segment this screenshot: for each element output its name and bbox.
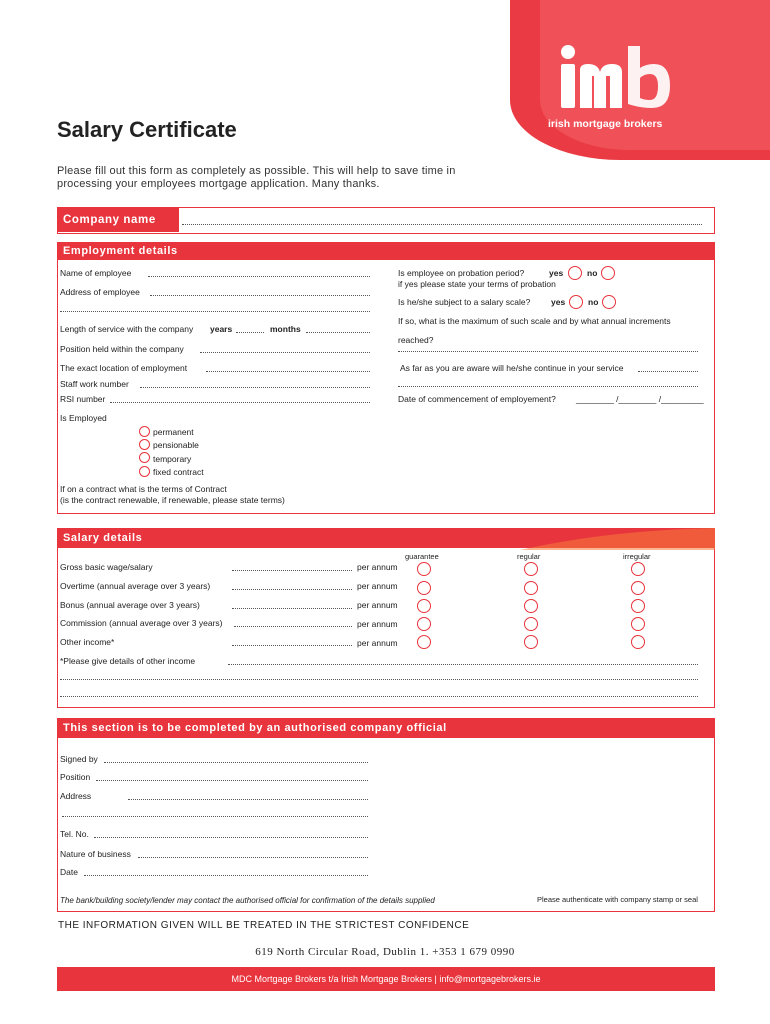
is-employed-label: Is Employed (60, 413, 107, 423)
salary-header: Salary details (57, 528, 715, 548)
signed-by-field[interactable] (104, 762, 368, 763)
other-income-note: *Please give details of other income (60, 656, 196, 666)
gross-guarantee-radio[interactable] (417, 562, 431, 576)
official-address-label: Address (60, 791, 92, 801)
official-position-label: Position (60, 772, 91, 782)
fixed-contract-label: fixed contract (153, 467, 204, 477)
temporary-label: temporary (153, 454, 192, 464)
col-regular: regular (517, 552, 541, 561)
continue-question: As far as you are aware will he/she continue in your service (400, 363, 624, 373)
official-date-label: Date (60, 867, 78, 877)
business-field[interactable] (138, 857, 368, 858)
other-income-details-field-3[interactable] (60, 696, 698, 697)
per-annum-label: per annum (357, 638, 398, 648)
probation-question: Is employee on probation period? (398, 268, 525, 278)
official-address-field[interactable] (128, 799, 368, 800)
length-of-service-label: Length of service with the company (60, 324, 194, 334)
gross-salary-field[interactable] (232, 570, 352, 571)
other-income-field[interactable] (232, 645, 352, 646)
location-label: The exact location of employment (60, 363, 188, 373)
other-regular-radio[interactable] (524, 635, 538, 649)
company-name-label: Company name (57, 207, 179, 232)
months-label: months (270, 324, 301, 334)
increments-field[interactable] (398, 351, 698, 352)
other-income-details-field[interactable] (228, 664, 698, 665)
temporary-radio[interactable] (139, 452, 150, 463)
tel-field[interactable] (94, 837, 368, 838)
other-guarantee-radio[interactable] (417, 635, 431, 649)
rsi-label: RSI number (60, 394, 106, 404)
business-label: Nature of business (60, 849, 131, 859)
commencement-label: Date of commencement of employement? (398, 394, 556, 404)
years-field[interactable] (236, 332, 264, 333)
position-field[interactable] (200, 352, 370, 353)
per-annum-label: per annum (357, 581, 398, 591)
overtime-field[interactable] (232, 589, 352, 590)
employee-name-label: Name of employee (60, 268, 132, 278)
continue-field[interactable] (638, 371, 698, 372)
permanent-radio[interactable] (139, 426, 150, 437)
gross-irregular-radio[interactable] (631, 562, 645, 576)
page-title: Salary Certificate (57, 117, 237, 142)
pensionable-radio[interactable] (139, 439, 150, 450)
commission-regular-radio[interactable] (524, 617, 538, 631)
gross-regular-radio[interactable] (524, 562, 538, 576)
official-header: This section is to be completed by an authorised company official (57, 718, 715, 738)
footer-bar: MDC Mortgage Brokers t/a Irish Mortgage Brokers | info@mortgagebrokers.ie (57, 967, 715, 991)
staff-number-label: Staff work number (60, 379, 129, 389)
official-frame (57, 718, 715, 912)
salary-scale-no-label: no (588, 297, 599, 307)
months-field[interactable] (306, 332, 370, 333)
per-annum-label: per annum (357, 600, 398, 610)
contract-note-1: If on a contract what is the terms of Contract (60, 484, 227, 494)
employee-address-label: Address of employee (60, 287, 140, 297)
signed-by-label: Signed by (60, 754, 98, 764)
employee-name-field[interactable] (148, 276, 370, 277)
commencement-date-field[interactable]: ________ /________ /_________ (576, 394, 704, 404)
probation-yes-label: yes (549, 268, 564, 278)
office-address: 619 North Circular Road, Dublin 1. +353 1 679 0990 (255, 946, 515, 958)
increments-question: If so, what is the maximum of such scale and by what annual increments (398, 316, 671, 326)
permanent-label: permanent (153, 427, 194, 437)
staff-number-field[interactable] (140, 387, 370, 388)
rsi-field[interactable] (110, 402, 370, 403)
probation-sub: if yes please state your terms of probation (398, 279, 556, 289)
bonus-irregular-radio[interactable] (631, 599, 645, 613)
salary-scale-no-radio[interactable] (602, 295, 616, 309)
stamp-note: Please authenticate with company stamp or seal (537, 895, 698, 904)
probation-no-radio[interactable] (601, 266, 615, 280)
probation-no-label: no (587, 268, 598, 278)
salary-scale-question: Is he/she subject to a salary scale? (398, 297, 531, 307)
col-guarantee: guarantee (405, 552, 439, 561)
other-irregular-radio[interactable] (631, 635, 645, 649)
intro-text: Please fill out this form as completely as possible. This will help to save time in processing your employees mortgage application. Many thanks. (57, 165, 456, 190)
probation-yes-radio[interactable] (568, 266, 582, 280)
logo-name: irish mortgage brokers (548, 118, 663, 130)
salary-row-label: Other income* (60, 637, 115, 647)
overtime-regular-radio[interactable] (524, 581, 538, 595)
commission-irregular-radio[interactable] (631, 617, 645, 631)
per-annum-label: per annum (357, 562, 398, 572)
official-date-field[interactable] (84, 875, 368, 876)
fixed-contract-radio[interactable] (139, 466, 150, 477)
confirm-note: The bank/building society/lender may contact the authorised official for confirmation of the details supplied (60, 896, 435, 905)
company-name-field[interactable] (182, 224, 702, 225)
contract-note-2: (is the contract renewable, if renewable, please state terms) (60, 495, 285, 505)
employee-address-field[interactable] (150, 295, 370, 296)
years-label: years (210, 324, 233, 334)
overtime-irregular-radio[interactable] (631, 581, 645, 595)
official-position-field[interactable] (96, 780, 368, 781)
salary-row-label: Commission (annual average over 3 years) (60, 618, 223, 628)
commission-field[interactable] (234, 626, 352, 627)
location-field[interactable] (206, 371, 370, 372)
pensionable-label: pensionable (153, 440, 199, 450)
bonus-guarantee-radio[interactable] (417, 599, 431, 613)
commission-guarantee-radio[interactable] (417, 617, 431, 631)
overtime-guarantee-radio[interactable] (417, 581, 431, 595)
salary-row-label: Bonus (annual average over 3 years) (60, 600, 200, 610)
salary-row-label: Gross basic wage/salary (60, 562, 153, 572)
position-label: Position held within the company (60, 344, 184, 354)
reached-label: reached? (398, 335, 434, 345)
salary-row-label: Overtime (annual average over 3 years) (60, 581, 211, 591)
bonus-regular-radio[interactable] (524, 599, 538, 613)
employee-address-field-2[interactable] (60, 311, 370, 312)
bonus-field[interactable] (232, 608, 352, 609)
salary-header-wave-icon (520, 526, 715, 550)
per-annum-label: per annum (357, 619, 398, 629)
employment-header: Employment details (57, 242, 715, 260)
official-address-field-2[interactable] (62, 816, 368, 817)
salary-scale-yes-label: yes (551, 297, 566, 307)
col-irregular: irregular (623, 552, 651, 561)
salary-scale-yes-radio[interactable] (569, 295, 583, 309)
tel-label: Tel. No. (60, 829, 89, 839)
imb-logo-icon (548, 40, 678, 118)
continue-field-2[interactable] (398, 386, 698, 387)
confidentiality-notice: THE INFORMATION GIVEN WILL BE TREATED IN THE STRICTEST CONFIDENCE (58, 920, 470, 931)
other-income-details-field-2[interactable] (60, 679, 698, 680)
